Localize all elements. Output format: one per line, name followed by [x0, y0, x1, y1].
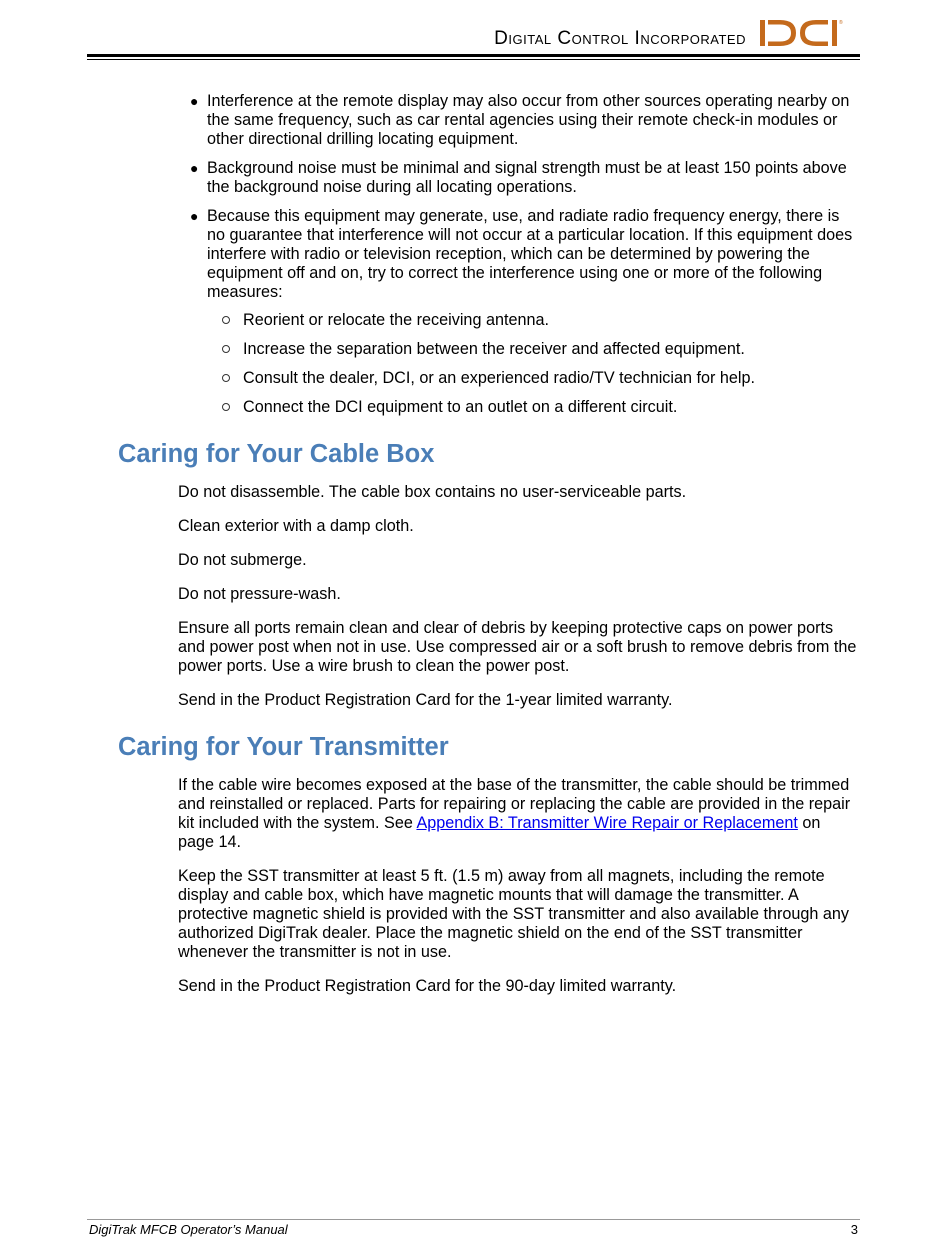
sublist-text: Consult the dealer, DCI, or an experienced radio/TV technician for help.	[243, 369, 755, 387]
list-item	[190, 159, 859, 197]
cable-box-paragraph: Send in the Product Registration Card for the 1-year limited warranty.	[178, 691, 673, 709]
interference-list	[0, 92, 950, 417]
measures-sublist	[207, 311, 859, 417]
bullet-text: Background noise must be minimal and signal strength must be at least 150 points above the background noise during all locating operations.	[207, 159, 847, 196]
sublist-text: Reorient or relocate the receiving antenna.	[243, 311, 549, 329]
bullet-text: Because this equipment may generate, use, and radiate radio frequency energy, there is no guarantee that interference will not occur at a particular location. If this equipment does interfere with radio or television reception, which can be determined by powering the equipment off and on, try to correct the interference using one or more of the following measures:	[207, 207, 853, 301]
header-rule-thin	[87, 59, 860, 60]
circle-bullet-icon	[222, 345, 230, 353]
sublist-text: Increase the separation between the receiver and affected equipment.	[243, 340, 745, 358]
transmitter-text: on page 14.	[178, 814, 821, 851]
transmitter-paragraph: Send in the Product Registration Card for the 90-day limited warranty.	[178, 977, 677, 995]
transmitter-paragraph: Keep the SST transmitter at least 5 ft. (1.5 m) away from all magnets, including the remote display and cable box, which have magnetic mounts that will damage the transmitter. A protective magnetic shield is provided with the SST transmitter and also available through any authorized DigiTrak dealer. Place the magnetic shield on the end of the SST transmitter whenever the transmitter is not in use.	[178, 867, 849, 961]
list-item	[190, 207, 859, 417]
sublist-item	[243, 398, 859, 417]
sublist-item	[243, 311, 859, 330]
footer-rule	[87, 1219, 860, 1220]
bullet-icon: ●	[190, 208, 199, 224]
cable-box-paragraph: Do not submerge.	[178, 551, 307, 569]
transmitter-paragraph	[178, 776, 858, 852]
cable-box-paragraph: Ensure all ports remain clean and clear of debris by keeping protective caps on power ports and power post when not in use. Use compressed air or a soft brush to remove debris from the power ports. Use a wire brush to clean the power post.	[178, 619, 857, 675]
sublist-text: Connect the DCI equipment to an outlet on a different circuit.	[243, 398, 678, 416]
header-company-name: Digital Control Incorporated	[494, 28, 746, 49]
bullet-text: Interference at the remote display may also occur from other sources operating nearby on the same frequency, such as car rental agencies using their remote check-in modules or other directional drilling locating equipment.	[207, 92, 850, 148]
page-content	[0, 92, 950, 1011]
sublist-item	[243, 369, 859, 388]
bullet-icon: ●	[190, 160, 199, 176]
footer-page-number: 3	[850, 1222, 858, 1237]
cable-box-paragraph: Clean exterior with a damp cloth.	[178, 517, 414, 535]
circle-bullet-icon	[222, 403, 230, 411]
dci-logo	[758, 16, 858, 50]
svg-text:®: ®	[839, 20, 843, 26]
list-item	[190, 92, 859, 149]
header-rule	[87, 54, 860, 57]
cable-box-paragraph: Do not disassemble. The cable box contains no user-serviceable parts.	[178, 483, 687, 501]
sublist-item	[243, 340, 859, 359]
transmitter-text: If the cable wire becomes exposed at the base of the transmitter, the cable should be trimmed and reinstalled or replaced. Parts for repairing or replacing the cable are provided in the repair kit included with the system. See	[178, 776, 851, 832]
appendix-b-link[interactable]: Appendix B: Transmitter Wire Repair or Replacement	[416, 814, 798, 832]
circle-bullet-icon	[222, 374, 230, 382]
circle-bullet-icon	[222, 316, 230, 324]
cable-box-paragraph: Do not pressure-wash.	[178, 585, 341, 603]
cable-box-heading: Caring for Your Cable Box	[118, 440, 435, 468]
transmitter-heading: Caring for Your Transmitter	[118, 733, 449, 761]
bullet-icon: ●	[190, 93, 199, 109]
footer-manual-title: DigiTrak MFCB Operator’s Manual	[89, 1222, 288, 1237]
